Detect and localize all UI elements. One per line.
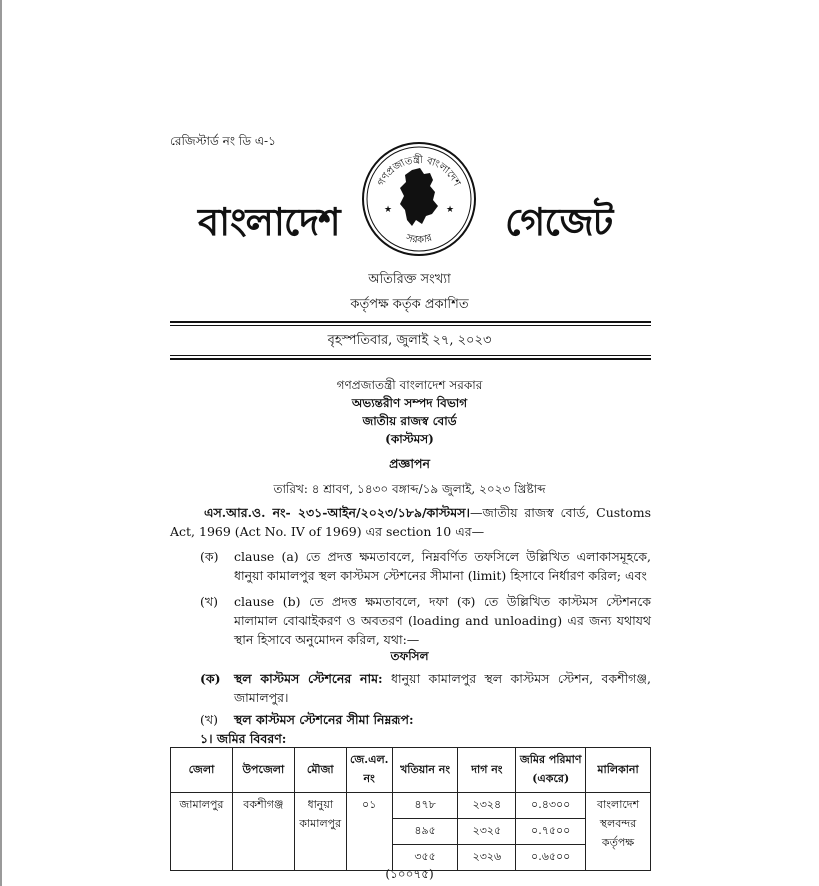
extraordinary-issue-label: অতিরিক্ত সংখ্যা bbox=[368, 272, 451, 287]
seal-text-bottom: সরকার bbox=[404, 232, 434, 246]
column-header: খতিয়ান নং bbox=[392, 748, 458, 793]
land-description-heading: ১। জমির বিবরণ: bbox=[200, 731, 287, 746]
column-header: দাগ নং bbox=[458, 748, 516, 793]
sro-paragraph bbox=[170, 503, 651, 541]
wing-name: (কাস্টমস) bbox=[385, 432, 434, 446]
column-header: জে.এল. নং bbox=[346, 748, 392, 793]
double-rule-bottom-1 bbox=[170, 355, 651, 356]
sro-text: —জাতীয় রাজস্ব বোর্ড, Customs Act, 1969 (Act No. IV of 1969) এর section 10 এর— bbox=[170, 505, 651, 539]
khatian-cell: ৩৫৫ bbox=[392, 845, 458, 871]
mouza-cell: ধানুয়া কামালপুর bbox=[294, 793, 346, 871]
table-row bbox=[171, 793, 651, 819]
district-cell: জামালপুর bbox=[171, 793, 233, 871]
schedule-marker-ka: (ক) bbox=[200, 671, 221, 686]
clause-text-ka: clause (a) তে প্রদত্ত ক্ষমতাবলে, নিম্নবর্ণিত তফসিলে উল্লিখিত এলাকাসমূহকে, ধানুয়া কামালপুর স্থল কাস্টমস স্টেশনের সীমানা (limit) হিসাবে নির্ধারণ করিল; এবং bbox=[234, 549, 651, 583]
sro-number: এস.আর.ও. নং- ২৩১-আইন/২০২৩/১৮৯/কাস্টমস। bbox=[204, 505, 470, 520]
schedule-marker-kha: (খ) bbox=[200, 712, 218, 727]
double-rule-top-2 bbox=[170, 325, 651, 326]
clause-marker-ka: (ক) bbox=[200, 549, 219, 564]
station-name-label: স্থল কাস্টমস স্টেশনের নাম: bbox=[234, 671, 383, 686]
government-name: গণপ্রজাতন্ত্রী বাংলাদেশ সরকার bbox=[336, 378, 483, 392]
column-header: মালিকানা bbox=[586, 748, 651, 793]
khatian-cell: ৪৯৫ bbox=[392, 819, 458, 845]
gazette-masthead bbox=[0, 140, 819, 258]
upazila-cell: বকশীগঞ্জ bbox=[232, 793, 294, 871]
board-name: জাতীয় রাজস্ব বোর্ড bbox=[362, 414, 457, 428]
page-number: (১০০৭৫) bbox=[385, 867, 434, 881]
dag-cell: ২৩২৫ bbox=[458, 819, 516, 845]
station-name-value: ধানুয়া কামালপুর স্থল কাস্টমস স্টেশন, বকশীগঞ্জ, জামালপুর। bbox=[234, 671, 651, 705]
area-cell: ০.৬৫০০ bbox=[516, 845, 586, 871]
column-header: মৌজা bbox=[294, 748, 346, 793]
schedule-item-kha bbox=[200, 710, 651, 729]
gazette-title-bangladesh: বাংলাদেশ bbox=[198, 200, 340, 244]
jl-number-cell: ০১ bbox=[346, 793, 392, 871]
registration-number: রেজিস্টার্ড নং ডি এ-১ bbox=[170, 134, 276, 148]
svg-text:সরকার bbox=[404, 232, 434, 246]
column-header: উপজেলা bbox=[232, 748, 294, 793]
clause-item-kha bbox=[200, 592, 651, 649]
clause-item-ka bbox=[200, 547, 651, 585]
notification-date: তারিখ: ৪ শ্রাবণ, ১৪৩০ বঙ্গাব্দ/১৯ জুলাই, ২০২৩ খ্রিষ্টাব্দ bbox=[273, 482, 546, 496]
ownership-cell: বাংলাদেশ স্থলবন্দর কর্তৃপক্ষ bbox=[586, 793, 651, 871]
area-cell: ০.৭৫০০ bbox=[516, 819, 586, 845]
svg-text:★: ★ bbox=[446, 205, 455, 215]
division-name: অভ্যন্তরীণ সম্পদ বিভাগ bbox=[351, 396, 468, 410]
dag-cell: ২৩২৬ bbox=[458, 845, 516, 871]
column-header: জেলা bbox=[171, 748, 233, 793]
column-header: জমির পরিমাণ (একরে) bbox=[516, 748, 586, 793]
authority-published-label: কর্তৃপক্ষ কর্তৃক প্রকাশিত bbox=[350, 297, 469, 312]
station-limit-label: স্থল কাস্টমস স্টেশনের সীমা নিম্নরূপ: bbox=[234, 712, 414, 727]
svg-text:★: ★ bbox=[384, 205, 393, 215]
gazette-title-gazette: গেজেট bbox=[505, 200, 613, 244]
area-cell: ০.৪৩০০ bbox=[516, 793, 586, 819]
khatian-cell: ৪৭৮ bbox=[392, 793, 458, 819]
land-details-table bbox=[170, 747, 651, 871]
clause-text-kha: clause (b) তে প্রদত্ত ক্ষমতাবলে, দফা (ক) তে উল্লিখিত কাস্টমস স্টেশনকে মালামাল বোঝাইকরণ ও অবতরণ (loading and unloading) এর জন্য যথাযথ স্থান হিসাবে অনুমোদন করিল, যথা:— bbox=[234, 594, 651, 647]
seal-text-top: গণপ্রজাতন্ত্রী বাংলাদেশ bbox=[375, 154, 463, 189]
double-rule-top-1 bbox=[170, 321, 651, 323]
notification-heading: প্রজ্ঞাপন bbox=[389, 456, 430, 471]
schedule-item-ka bbox=[200, 669, 651, 707]
clause-marker-kha: (খ) bbox=[200, 594, 218, 609]
table-header-row bbox=[171, 748, 651, 793]
gazette-date: বৃহস্পতিবার, জুলাই ২৭, ২০২৩ bbox=[327, 333, 492, 348]
government-seal-icon bbox=[360, 140, 478, 258]
dag-cell: ২৩২৪ bbox=[458, 793, 516, 819]
schedule-heading: তফসিল bbox=[390, 649, 429, 663]
double-rule-bottom-2 bbox=[170, 358, 651, 360]
